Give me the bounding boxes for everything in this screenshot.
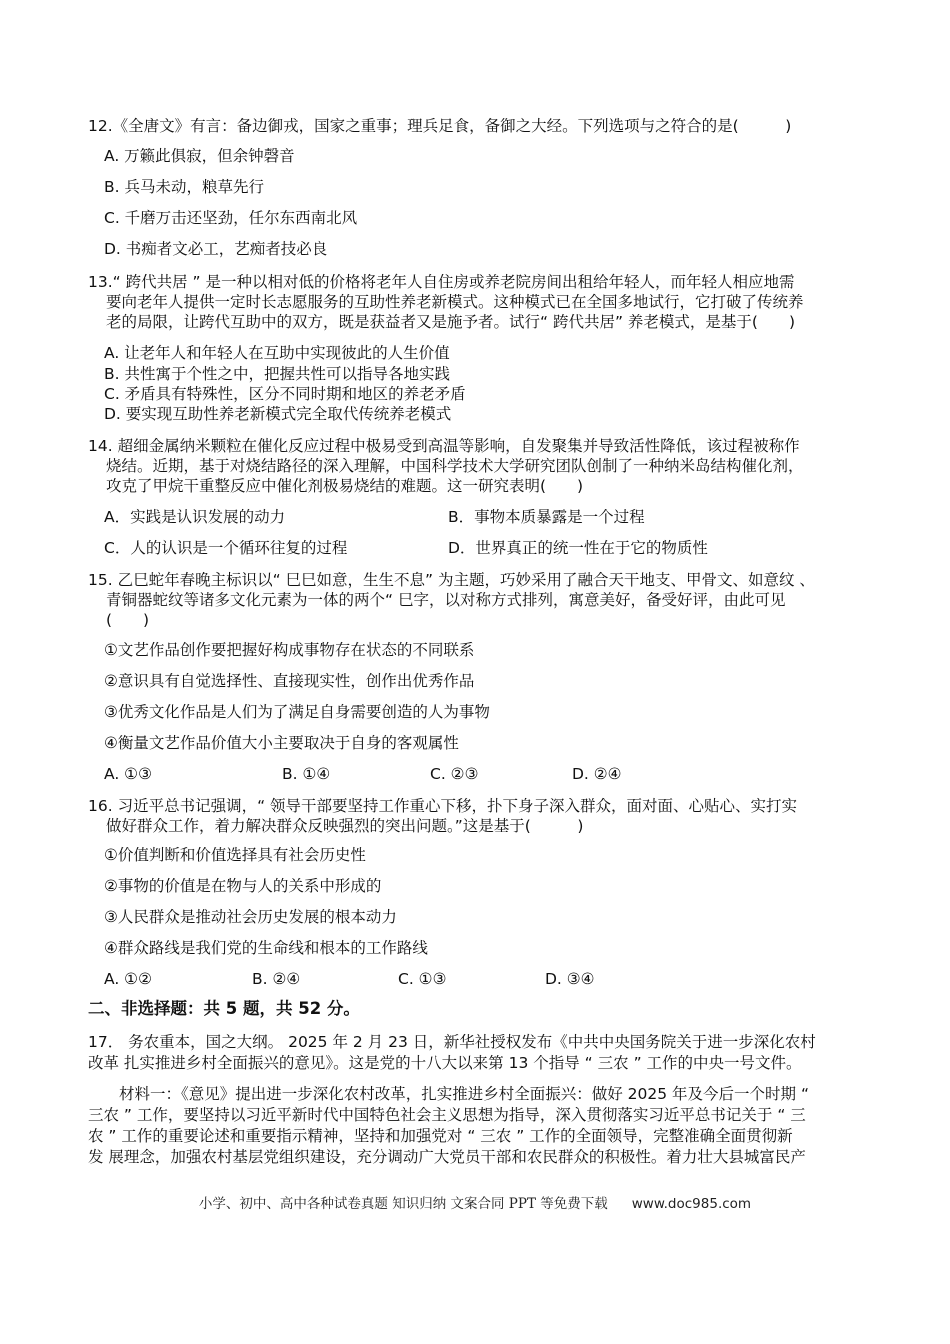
q16-option-d: D. ③④: [545, 970, 595, 988]
q16-item-2: ②事物的价值是在物与人的关系中形成的: [104, 877, 382, 895]
question-14-line-3: 攻克了甲烷干重整反应中催化剂极易烧结的难题。这一研究表明( ): [106, 477, 584, 495]
question-13: [88, 272, 868, 332]
q15-item-2: ②意识具有自觉选择性、直接现实性，创作出优秀作品: [104, 672, 475, 690]
question-16-line-1: 16. 习近平总书记强调，“ 领导干部要坚持工作重心下移，扑下身子深入群众，面对面、心贴心、实打实: [88, 797, 798, 815]
page-footer: [0, 1192, 950, 1212]
question-15-line-3: ( ): [106, 611, 150, 629]
q15-item-1: ①文艺作品创作要把握好构成事物存在状态的不同联系: [104, 641, 475, 659]
q15-option-a: A. ①③: [104, 765, 152, 783]
question-16-line-2: 做好群众工作，着力解决群众反映强烈的突出问题。”这是基于( ): [106, 817, 584, 835]
q13-option-a: A. 让老年人和年轻人在互助中实现彼此的人生价值: [104, 344, 450, 362]
section-2-heading: 二、非选择题：共 5 题，共 52 分。: [88, 999, 360, 1018]
q12-option-d: D. 书痴者文必工，艺痴者技必良: [104, 240, 328, 258]
q14-option-a: A．实践是认识发展的动力: [104, 508, 286, 526]
q14-option-c: C．人的认识是一个循环往复的过程: [104, 539, 348, 557]
q16-item-3: ③人民群众是推动社会历史发展的根本动力: [104, 908, 397, 926]
material-1-line-3: 农 ” 工作的重要论述和重要指示精神，坚持和加强党对 “ 三农 ” 工作的全面领导，完整准确全面贯彻新: [88, 1127, 793, 1145]
question-15-line-1: 15. 乙巳蛇年春晚主标识以“ 巳巳如意，生生不息” 为主题，巧妙采用了融合天干地支、甲骨文、如意纹 、: [88, 571, 815, 589]
material-1: [88, 1084, 868, 1168]
question-14-line-2: 烧结。近期，基于对烧结路径的深入理解，中国科学技术大学研究团队创制了一种纳米岛结构催化剂，: [106, 457, 804, 475]
q15-option-c: C. ②③: [430, 765, 479, 783]
question-15: [88, 570, 868, 630]
q14-option-d: D．世界真正的统一性在于它的物质性: [448, 539, 708, 557]
question-14-line-1: 14. 超细金属纳米颗粒在催化反应过程中极易受到高温等影响，自发聚集并导致活性降低，该过程被称作: [88, 437, 800, 455]
q16-option-a: A. ①②: [104, 970, 152, 988]
material-1-line-1: 材料一：《意见》提出进一步深化农村改革，扎实推进乡村全面振兴：做好 2025 年及今后一个时期 “: [88, 1085, 810, 1103]
question-17: [88, 1032, 868, 1074]
material-1-line-4: 发 展理念，加强农村基层党组织建设，充分调动广大党员干部和农民群众的积极性。着力壮大县城富民产: [88, 1148, 806, 1166]
material-1-line-2: 三农 ” 工作，要坚持以习近平新时代中国特色社会主义思想为指导，深入贯彻落实习近平总书记关于 “ 三: [88, 1106, 806, 1124]
q16-option-b: B. ②④: [252, 970, 301, 988]
question-17-line-2: 改革 扎实推进乡村全面振兴的意见》。这是党的十八大以来第 13 个指导 “ 三农 ” 工作的中央一号文件。: [88, 1054, 802, 1072]
q16-item-4: ④群众路线是我们党的生命线和根本的工作路线: [104, 939, 428, 957]
q13-option-b: B. 共性寓于个性之中，把握共性可以指导各地实践: [104, 365, 450, 383]
q12-option-a: A. 万籁此俱寂，但余钟磬音: [104, 147, 295, 165]
q15-item-4: ④衡量文艺作品价值大小主要取决于自身的客观属性: [104, 734, 459, 752]
q15-item-3: ③优秀文化作品是人们为了满足自身需要创造的人为事物: [104, 703, 490, 721]
question-15-line-2: 青铜器蛇纹等诸多文化元素为一体的两个“ 巳字，以对称方式排列，寓意美好，备受好评，由此可见: [106, 591, 786, 609]
q15-option-b: B. ①④: [282, 765, 331, 783]
q15-option-d: D. ②④: [572, 765, 622, 783]
question-13-line-3: 老的局限，让跨代互助中的双方，既是获益者又是施予者。试行“ 跨代共居” 养老模式，是基于( ): [106, 313, 796, 331]
question-16: [88, 796, 868, 836]
q16-item-1: ①价值判断和价值选择具有社会历史性: [104, 846, 366, 864]
question-13-line-2: 要向老年人提供一定时长志愿服务的互助性养老新模式。这种模式已在全国多地试行，它打破了传统养: [106, 293, 804, 311]
question-12-stem: 12.《全唐文》有言：备边御戎，国家之重事；理兵足食，备御之大经。下列选项与之符合的是( ): [88, 117, 792, 135]
q12-option-c: C. 千磨万击还坚劲，任尔东西南北风: [104, 209, 358, 227]
q13-option-c: C. 矛盾具有特殊性，区分不同时期和地区的养老矛盾: [104, 385, 466, 403]
q12-option-b: B. 兵马未动，粮草先行: [104, 178, 264, 196]
footer-text: 小学、初中、高中各种试卷真题 知识归纳 文案合同 PPT 等免费下载: [198, 1196, 608, 1212]
q13-option-d: D. 要实现互助性养老新模式完全取代传统养老模式: [104, 405, 452, 423]
q14-option-b: B．事物本质暴露是一个过程: [448, 508, 645, 526]
question-17-line-1: 17． 务农重本，国之大纲。 2025 年 2 月 23 日，新华社授权发布《中共中央国务院关于进一步深化农村: [88, 1033, 816, 1051]
q16-option-c: C. ①③: [398, 970, 447, 988]
question-14: [88, 436, 868, 496]
question-13-line-1: 13.“ 跨代共居 ” 是一种以相对低的价格将老年人自住房或养老院房间出租给年轻人，而年轻人相应地需: [88, 273, 795, 291]
footer-url[interactable]: www.doc985.com: [631, 1196, 752, 1212]
question-12: [88, 116, 868, 136]
